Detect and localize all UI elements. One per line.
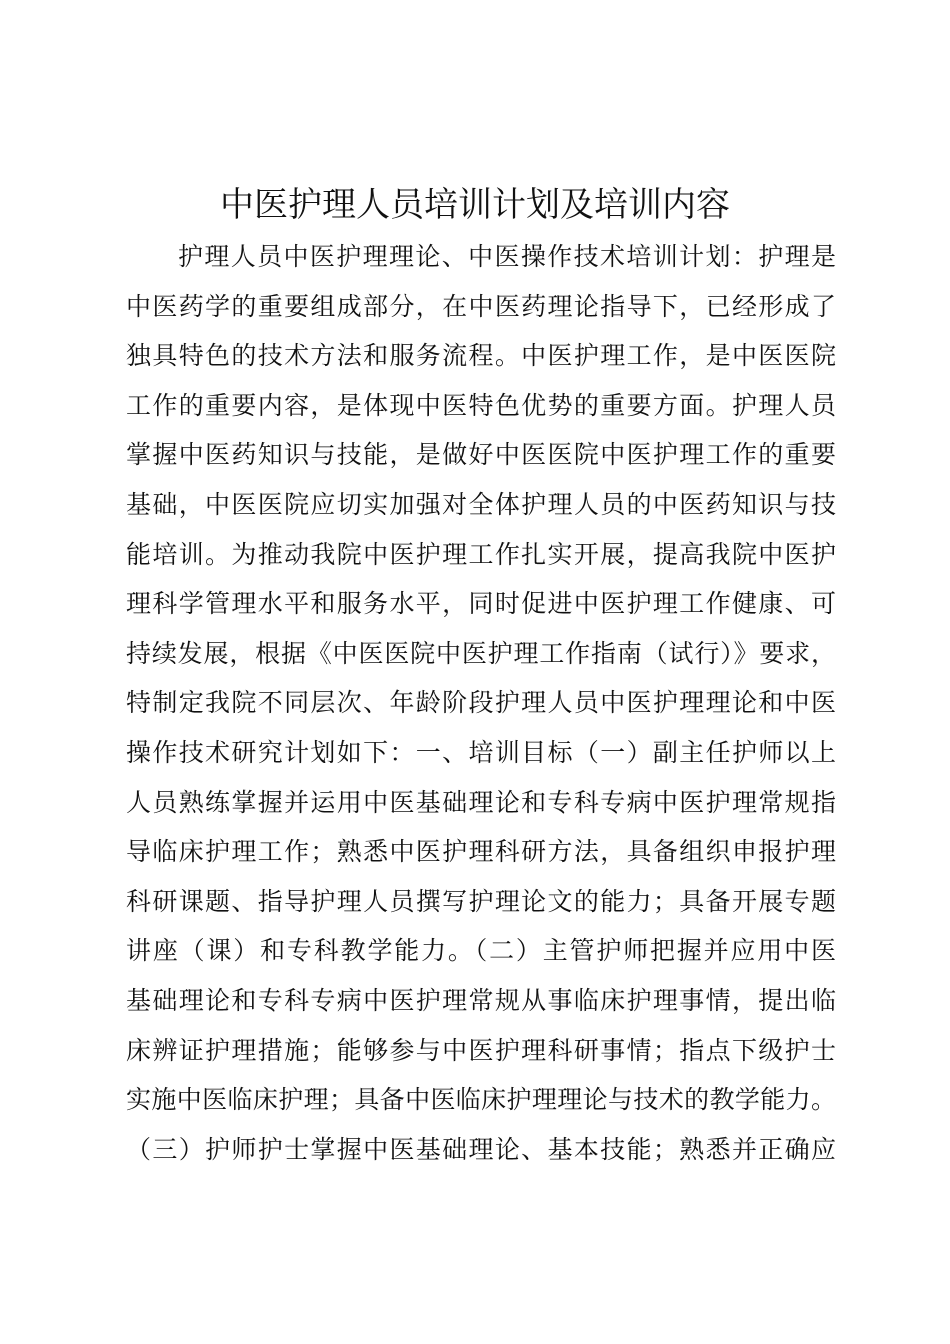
paragraph-line: 能培训。为推动我院中医护理工作扎实开展，提高我院中医护 [126,539,836,569]
paragraph-line: 操作技术研究计划如下：一、培训目标（一）副主任护师以上 [126,737,836,767]
paragraph-line: 实施中医临床护理；具备中医临床护理理论与技术的教学能力。 [126,1085,836,1115]
paragraph-line: 导临床护理工作；熟悉中医护理科研方法，具备组织申报护理 [126,837,836,867]
document-body [126,232,836,1174]
paragraph-line: 持续发展，根据《中医医院中医护理工作指南（试行）》要求， [126,638,836,668]
paragraph-line: 独具特色的技术方法和服务流程。中医护理工作，是中医医院 [126,341,836,371]
paragraph-line: 讲座（课）和专科教学能力。（二）主管护师把握并应用中医 [126,936,836,966]
paragraph-line: （三）护师护士掌握中医基础理论、基本技能；熟悉并正确应 [126,1134,836,1164]
paragraph-line: 科研课题、指导护理人员撰写护理论文的能力；具备开展专题 [126,886,836,916]
paragraph-line: 特制定我院不同层次、年龄阶段护理人员中医护理理论和中医 [126,688,836,718]
paragraph-line: 掌握中医药知识与技能，是做好中医医院中医护理工作的重要 [126,440,836,470]
paragraph-line: 工作的重要内容，是体现中医特色优势的重要方面。护理人员 [126,390,836,420]
paragraph-line: 基础理论和专科专病中医护理常规从事临床护理事情，提出临 [126,985,836,1015]
paragraph-line: 中医药学的重要组成部分，在中医药理论指导下，已经形成了 [126,291,836,321]
paragraph-line: 护理人员中医护理理论、中医操作技术培训计划：护理是 [178,242,836,271]
paragraph-line: 理科学管理水平和服务水平，同时促进中医护理工作健康、可 [126,589,836,619]
paragraph-line: 人员熟练掌握并运用中医基础理论和专科专病中医护理常规指 [126,787,836,817]
paragraph-line: 床辨证护理措施；能够参与中医护理科研事情；指点下级护士 [126,1035,836,1065]
paragraph-line: 基础，中医医院应切实加强对全体护理人员的中医药知识与技 [126,489,836,519]
document-title: 中医护理人员培训计划及培训内容 [220,185,730,225]
